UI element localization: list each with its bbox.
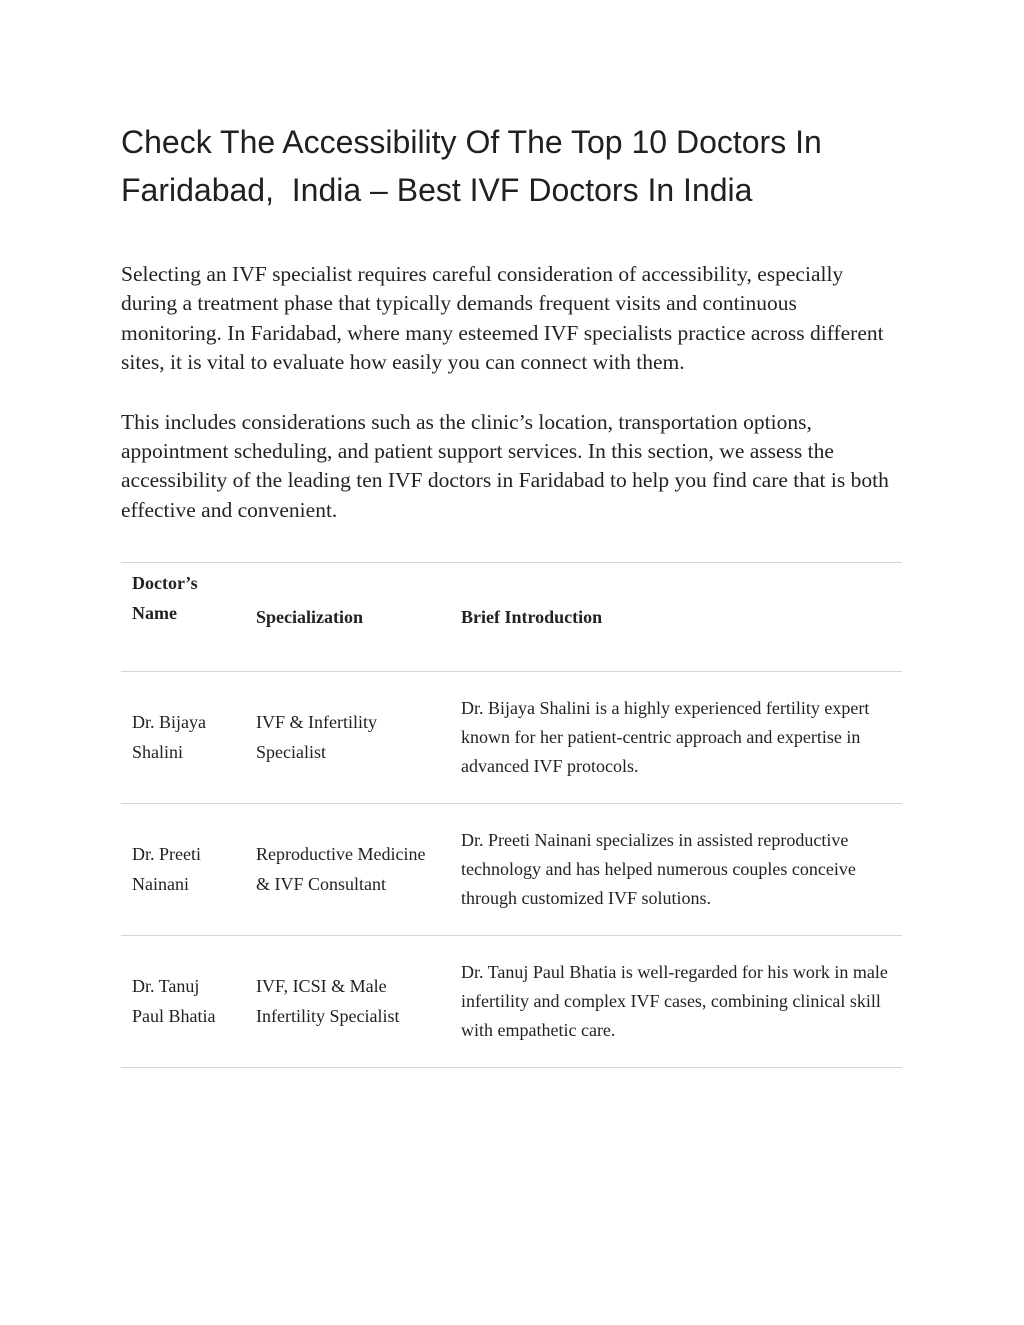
accessibility-paragraph: This includes considerations such as the clinic’s location, transportation options, appointment scheduling, and patient support services. In this section, we assess the accessibility of the leading ten IVF doctors in Faridabad to help you find care that is both effective and convenient. <box>121 409 889 522</box>
specialization-cell: IVF, ICSI & Male Infertility Specialist <box>256 976 400 1026</box>
table-row <box>121 672 902 804</box>
document-page <box>121 118 902 1068</box>
doctor-name-cell: Dr. Tanuj Paul Bhatia <box>132 976 216 1026</box>
doctors-table <box>121 562 902 1068</box>
introduction-cell: Dr. Bijaya Shalini is a highly experienced fertility expert known for her patient-centric approach and expertise in advanced IVF protocols. <box>461 697 870 777</box>
specialization-cell: Reproductive Medicine & IVF Consultant <box>256 844 426 894</box>
doctor-name-cell: Dr. Preeti Nainani <box>132 844 201 894</box>
introduction-cell: Dr. Preeti Nainani specializes in assisted reproductive technology and has helped numerous couples conceive through customized IVF solutions. <box>461 829 856 909</box>
introduction-cell: Dr. Tanuj Paul Bhatia is well-regarded for his work in male infertility and complex IVF cases, combining clinical skill with empathetic care. <box>461 961 888 1041</box>
intro-paragraph: Selecting an IVF specialist requires careful consideration of accessibility, especially during a treatment phase that typically demands frequent visits and continuous monitoring. In Faridabad, where many esteemed IVF specialists practice across different sites, it is vital to evaluate how easily you can connect with them. <box>121 262 884 375</box>
header-doctor-name: Doctor’s Name <box>132 573 198 623</box>
table-row <box>121 804 902 936</box>
table-row <box>121 936 902 1068</box>
doctor-name-cell: Dr. Bijaya Shalini <box>132 712 206 762</box>
header-brief-introduction: Brief Introduction <box>461 606 603 627</box>
page-title: Check The Accessibility Of The Top 10 Doctors In Faridabad, India – Best IVF Doctors In India <box>121 124 831 208</box>
header-specialization: Specialization <box>256 606 363 627</box>
specialization-cell: IVF & Infertility Specialist <box>256 712 377 762</box>
table-header-row <box>121 563 902 672</box>
